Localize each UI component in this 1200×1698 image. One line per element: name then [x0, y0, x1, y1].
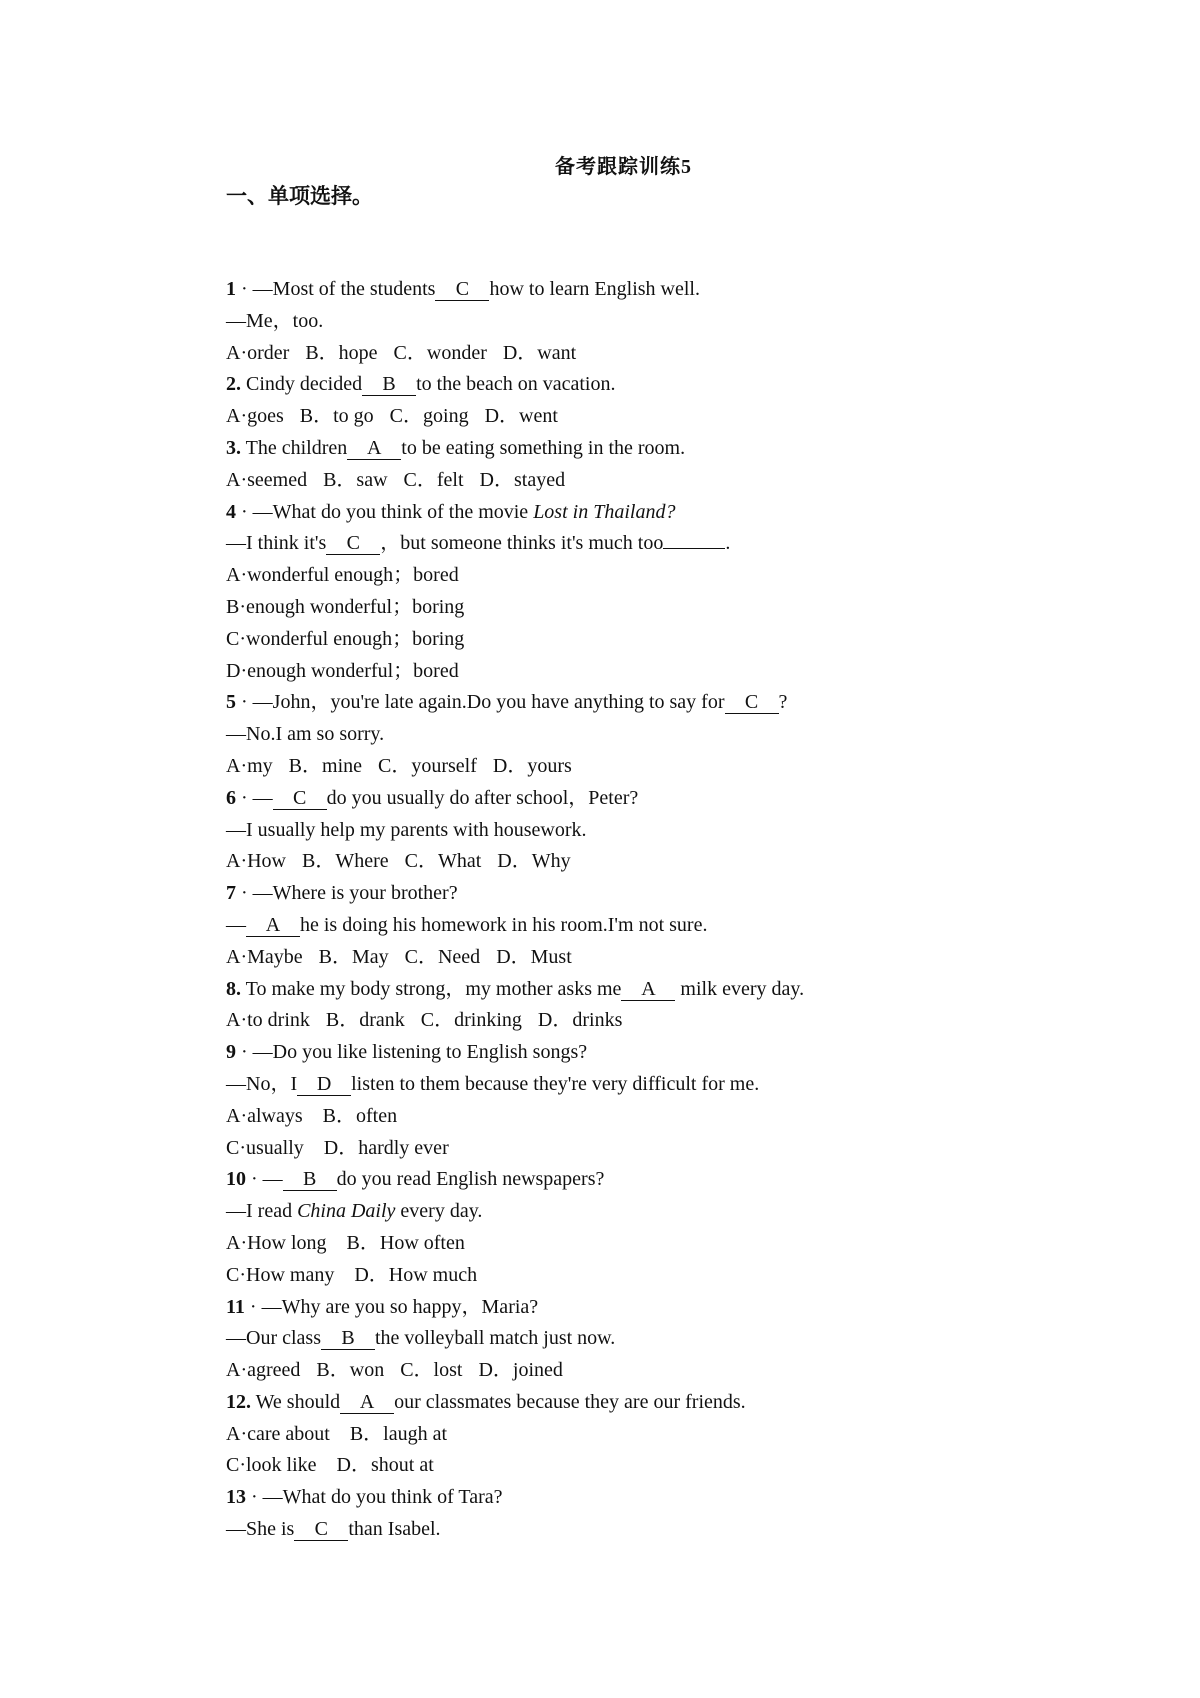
- option-4c: C·wonderful enough；boring: [226, 627, 465, 650]
- reply-10: —I read China Daily every day.: [226, 1200, 483, 1223]
- option-4a: A·wonderful enough；bored: [226, 564, 459, 587]
- options-11: A·agreed B．won C．lost D．joined: [226, 1359, 563, 1382]
- answer-blank: A: [340, 1391, 394, 1414]
- option-12ab: A·care about B．laugh at: [226, 1422, 448, 1445]
- question-7: 7 · —Where is your brother?: [226, 882, 458, 905]
- option-10cd: C·How many D．How much: [226, 1263, 478, 1286]
- question-1: 1 · —Most of the students C how to learn English well.: [226, 278, 700, 300]
- answer-blank: A: [621, 978, 675, 1001]
- answer-blank: C: [326, 532, 380, 555]
- options-3: A·seemed B．saw C．felt D．stayed: [226, 468, 566, 491]
- question-list: [226, 274, 1126, 1546]
- section-heading: 一、单项选择。: [226, 184, 373, 208]
- question-6: 6 · — C do you usually do after school，Peter?: [226, 786, 639, 809]
- answer-blank: B: [362, 373, 416, 396]
- options-1: A·order B．hope C．wonder D．want: [226, 341, 577, 364]
- options-8: A·to drink B．drank C．drinking D．drinks: [226, 1009, 623, 1032]
- reply-4: —I think it's C ，but someone thinks it's much too .: [226, 532, 731, 555]
- reply-1: —Me，too.: [226, 309, 324, 332]
- answer-blank: A: [347, 437, 401, 460]
- answer-blank: B: [321, 1327, 375, 1350]
- question-8: 8. To make my body strong，my mother asks me A milk every day.: [226, 977, 805, 1000]
- answer-blank: C: [273, 787, 327, 810]
- empty-blank: [663, 548, 725, 549]
- question-2: 2. Cindy decided B to the beach on vacation.: [226, 373, 616, 396]
- answer-blank: C: [725, 691, 779, 714]
- options-7: A·Maybe B．May C．Need D．Must: [226, 945, 572, 968]
- options-5: A·my B．mine C．yourself D．yours: [226, 754, 572, 777]
- reply-13: —She is C than Isabel.: [226, 1518, 441, 1541]
- reply-9: —No，I D listen to them because they're very difficult for me.: [226, 1072, 760, 1095]
- question-3: 3. The children A to be eating something in the room.: [226, 436, 686, 459]
- page-title: 备考跟踪训练5: [555, 156, 692, 178]
- answer-blank: C: [435, 278, 489, 301]
- reply-11: —Our class B the volleyball match just now.: [226, 1327, 616, 1350]
- question-4: 4 · —What do you think of the movie Lost in Thailand?: [226, 500, 676, 523]
- option-9cd: C·usually D．hardly ever: [226, 1136, 449, 1159]
- answer-blank: C: [294, 1518, 348, 1541]
- reply-6: —I usually help my parents with housework.: [226, 818, 587, 841]
- question-11: 11 · —Why are you so happy，Maria?: [226, 1295, 539, 1318]
- reply-7: — A he is doing his homework in his room.I'm not sure.: [226, 913, 708, 936]
- answer-blank: A: [246, 914, 300, 937]
- reply-5: —No.I am so sorry.: [226, 723, 385, 746]
- question-12: 12. We should A our classmates because they are our friends.: [226, 1390, 746, 1413]
- options-2: A·goes B．to go C．going D．went: [226, 405, 558, 428]
- question-9: 9 · —Do you like listening to English songs?: [226, 1041, 588, 1064]
- question-5: 5 · —John，you're late again.Do you have anything to say for C ?: [226, 691, 788, 714]
- option-12cd: C·look like D．shout at: [226, 1454, 434, 1477]
- answer-blank: D: [297, 1073, 351, 1096]
- question-13: 13 · —What do you think of Tara?: [226, 1486, 503, 1509]
- option-4d: D·enough wonderful；bored: [226, 659, 459, 682]
- option-4b: B·enough wonderful；boring: [226, 595, 465, 618]
- option-10ab: A·How long B．How often: [226, 1231, 465, 1254]
- option-9ab: A·always B．often: [226, 1104, 398, 1127]
- question-10: 10 · — B do you read English newspapers?: [226, 1168, 605, 1191]
- options-6: A·How B．Where C．What D．Why: [226, 850, 571, 873]
- answer-blank: B: [283, 1168, 337, 1191]
